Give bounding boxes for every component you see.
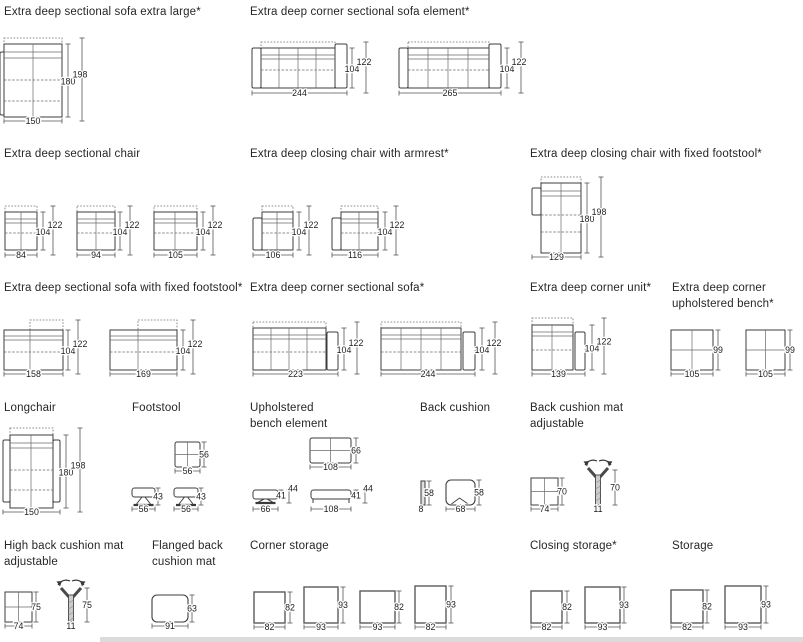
svg-text:198: 198 [72, 69, 88, 80]
svg-text:43: 43 [153, 491, 163, 502]
svg-text:104: 104 [336, 345, 352, 355]
drawing-back-cushion-mat-adjustable-74 [531, 478, 567, 514]
svg-text:84: 84 [16, 250, 26, 260]
svg-text:56: 56 [181, 504, 191, 514]
svg-text:104: 104 [112, 227, 128, 237]
svg-text:99: 99 [785, 345, 795, 355]
svg-text:104: 104 [195, 227, 211, 237]
drawing-storage-93 [725, 586, 771, 632]
svg-text:70: 70 [610, 482, 620, 493]
svg-text:11: 11 [593, 504, 603, 514]
svg-text:75: 75 [82, 600, 92, 610]
drawing-corner-storage-93 [304, 587, 348, 632]
svg-text:150: 150 [24, 507, 39, 517]
drawing-closing-storage-93 [585, 587, 629, 632]
drawing-extra-deep-closing-chair-with-armrest-116 [332, 206, 404, 260]
svg-text:56: 56 [138, 504, 149, 514]
svg-text:104: 104 [584, 343, 600, 354]
svg-text:82: 82 [425, 622, 436, 632]
svg-text:180: 180 [579, 214, 595, 224]
svg-text:104: 104 [474, 345, 490, 355]
svg-text:63: 63 [187, 603, 197, 614]
section-title-back-cushion-mat-adjustable: Back cushion mat adjustable [530, 402, 624, 430]
drawing-upholstered-bench-element-66 [253, 484, 298, 515]
svg-text:122: 122 [303, 220, 319, 230]
svg-text:66: 66 [260, 504, 271, 514]
svg-text:244: 244 [292, 88, 307, 98]
svg-text:82: 82 [394, 602, 404, 612]
svg-text:93: 93 [597, 622, 608, 632]
drawing-back-cushion-8 [419, 481, 434, 514]
svg-text:56: 56 [182, 466, 193, 476]
svg-text:265: 265 [442, 88, 458, 98]
svg-text:122: 122 [389, 220, 405, 230]
drawing-flanged-back-cushion-mat-91 [152, 595, 197, 631]
drawing-extra-deep-closing-chair-with-fixed-footstool-129 [532, 177, 606, 262]
svg-text:169: 169 [136, 369, 151, 379]
svg-text:122: 122 [511, 57, 527, 67]
svg-text:104: 104 [344, 64, 360, 74]
drawing-extra-deep-sectional-chair-94 [77, 206, 139, 260]
svg-text:41: 41 [276, 490, 286, 501]
section-title-storage: Storage [672, 540, 714, 552]
svg-text:82: 82 [264, 622, 275, 632]
section-title-corner-upholstered-bench: Extra deep corner upholstered bench* [672, 282, 774, 310]
section-title-sofa-fixed-footstool: Extra deep sectional sofa with fixed footstool* [4, 282, 243, 294]
section-title-closing-storage: Closing storage* [530, 540, 617, 552]
drawing-extra-deep-closing-chair-with-armrest-106 [253, 206, 318, 260]
svg-text:82: 82 [285, 602, 295, 613]
drawing-extra-deep-corner-unit-139 [532, 318, 611, 379]
section-title-longchair: Longchair [4, 402, 56, 414]
svg-text:158: 158 [26, 369, 41, 379]
section-title-corner-sofa-element: Extra deep corner sectional sofa element* [250, 6, 470, 18]
svg-text:11: 11 [66, 621, 76, 631]
section-title-high-back-cushion-mat: High back cushion mat adjustable [4, 540, 124, 568]
svg-text:43: 43 [196, 491, 206, 502]
svg-text:66: 66 [351, 445, 361, 456]
svg-text:93: 93 [619, 600, 629, 610]
cropped-edge-artifact [100, 637, 803, 642]
svg-text:44: 44 [363, 483, 373, 494]
svg-text:122: 122 [72, 339, 88, 349]
svg-text:93: 93 [761, 599, 771, 610]
svg-text:74: 74 [13, 621, 24, 631]
svg-text:91: 91 [165, 621, 175, 631]
svg-text:122: 122 [47, 220, 63, 230]
drawing-footstool-56 [174, 488, 206, 514]
svg-text:139: 139 [551, 369, 566, 379]
svg-text:108: 108 [323, 504, 339, 514]
section-title-flanged-back-cushion-mat: Flanged back cushion mat [152, 540, 223, 568]
svg-text:70: 70 [557, 486, 567, 497]
drawing-extra-deep-sectional-chair-105 [154, 206, 222, 260]
svg-text:198: 198 [70, 460, 86, 471]
svg-text:122: 122 [356, 57, 372, 67]
svg-text:82: 82 [541, 622, 552, 632]
svg-text:150: 150 [25, 116, 41, 126]
section-title-back-cushion: Back cushion [420, 402, 491, 414]
svg-text:104: 104 [35, 227, 51, 237]
drawing-extra-deep-sectional-sofa-with-fixed-footstool-169 [110, 320, 202, 379]
drawing-footstool-56 [175, 442, 209, 476]
drawing-high-back-cushion-mat-adjustable-74 [5, 592, 41, 631]
section-title-corner-unit: Extra deep corner unit* [530, 282, 652, 294]
drawing-extra-deep-corner-upholstered-bench-105 [746, 330, 795, 379]
svg-text:8: 8 [418, 504, 424, 514]
drawing-extra-deep-corner-sectional-sofa-element-244 [252, 42, 371, 98]
drawing-longchair-150 [3, 428, 85, 517]
svg-text:82: 82 [702, 601, 712, 612]
drawing-corner-storage-82 [254, 592, 295, 632]
svg-text:68: 68 [455, 504, 466, 514]
svg-text:122: 122 [596, 336, 612, 347]
svg-text:104: 104 [499, 64, 515, 74]
svg-text:108: 108 [323, 462, 338, 472]
svg-text:105: 105 [684, 369, 700, 379]
svg-text:94: 94 [91, 250, 101, 260]
svg-text:75: 75 [31, 602, 41, 612]
drawing-upholstered-bench-element-108 [311, 484, 373, 515]
drawing-extra-deep-corner-sectional-sofa-223 [253, 322, 363, 379]
drawing-extra-deep-corner-upholstered-bench-105 [671, 330, 723, 379]
svg-text:93: 93 [446, 599, 456, 610]
svg-text:129: 129 [549, 252, 564, 262]
drawing-extra-deep-sectional-sofa-with-fixed-footstool-158 [4, 320, 87, 379]
svg-text:82: 82 [682, 622, 692, 632]
svg-text:244: 244 [420, 369, 436, 379]
section-title-closing-chair-footstool: Extra deep closing chair with fixed footstool* [530, 148, 762, 160]
drawing-back-cushion-68 [446, 480, 484, 514]
svg-text:93: 93 [338, 600, 348, 610]
section-title-corner-storage: Corner storage [250, 540, 329, 552]
svg-text:41: 41 [351, 490, 361, 501]
section-title-closing-chair-armrest: Extra deep closing chair with armrest* [250, 148, 449, 160]
svg-text:74: 74 [539, 504, 550, 514]
svg-text:93: 93 [316, 622, 326, 632]
svg-text:223: 223 [288, 369, 303, 379]
drawing-storage-82 [671, 590, 712, 632]
svg-text:99: 99 [713, 345, 723, 355]
drawing-corner-storage-93 [360, 591, 404, 632]
svg-text:122: 122 [124, 220, 140, 230]
svg-text:82: 82 [562, 602, 572, 612]
section-title-sectional-chair: Extra deep sectional chair [4, 148, 141, 160]
svg-text:104: 104 [377, 227, 393, 237]
svg-text:122: 122 [187, 339, 203, 349]
svg-text:56: 56 [199, 449, 209, 460]
svg-text:106: 106 [265, 250, 281, 260]
drawing-upholstered-bench-element-108 [310, 438, 361, 472]
svg-text:105: 105 [758, 369, 773, 379]
drawing-corner-storage-82 [415, 586, 456, 632]
svg-text:104: 104 [291, 227, 307, 237]
drawing-high-back-cushion-mat-adjustable-11 [57, 580, 92, 631]
svg-text:180: 180 [58, 467, 74, 478]
drawing-extra-deep-corner-sectional-sofa-244 [381, 322, 501, 379]
svg-text:58: 58 [474, 487, 484, 498]
svg-text:104: 104 [175, 346, 191, 356]
svg-text:122: 122 [207, 220, 223, 230]
drawing-footstool-56 [132, 488, 163, 514]
svg-text:105: 105 [168, 250, 183, 260]
svg-text:58: 58 [424, 488, 434, 498]
drawing-back-cushion-mat-adjustable-11 [584, 460, 620, 514]
svg-text:44: 44 [288, 483, 298, 494]
svg-text:93: 93 [372, 622, 383, 632]
drawing-extra-deep-sectional-sofa-extra-large-150 [0, 38, 87, 126]
drawing-extra-deep-sectional-chair-84 [5, 206, 62, 260]
svg-text:93: 93 [738, 622, 748, 632]
section-title-corner-sectional-sofa: Extra deep corner sectional sofa* [250, 282, 425, 294]
svg-text:198: 198 [591, 207, 607, 217]
svg-text:180: 180 [60, 76, 76, 87]
section-title-upholstered-bench-element: Upholstered bench element [250, 402, 328, 430]
svg-text:122: 122 [486, 338, 502, 348]
svg-text:122: 122 [348, 338, 364, 348]
section-title-sofa-extra-large: Extra deep sectional sofa extra large* [4, 6, 201, 18]
svg-text:116: 116 [347, 250, 363, 260]
section-title-footstool: Footstool [132, 402, 181, 414]
drawing-extra-deep-corner-sectional-sofa-element-265 [399, 42, 526, 98]
svg-text:104: 104 [60, 346, 76, 356]
drawing-closing-storage-82 [531, 591, 572, 632]
